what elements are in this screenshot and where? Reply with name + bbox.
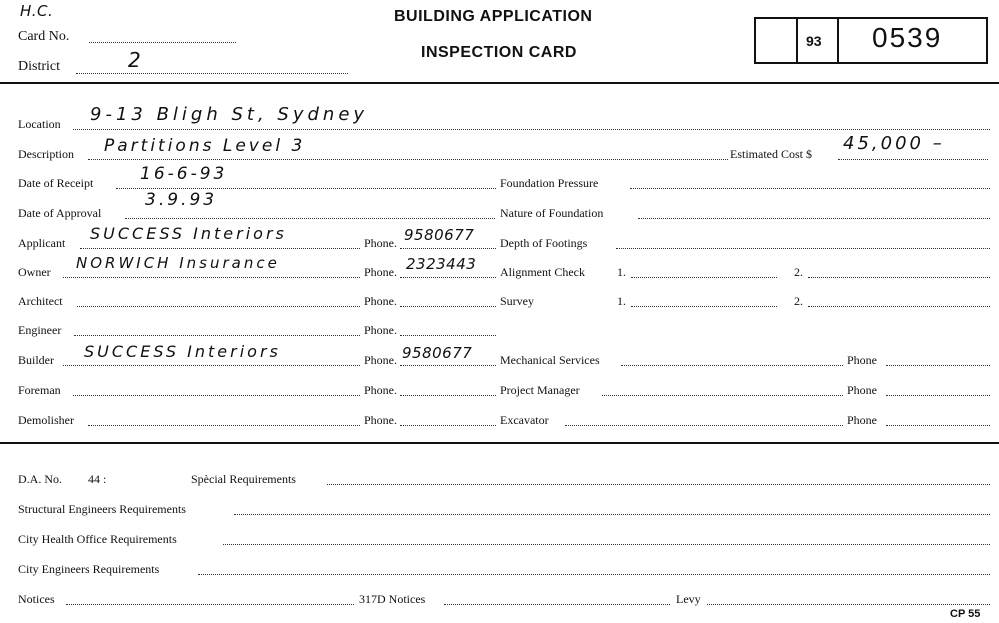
applicant-phone-field[interactable] bbox=[400, 248, 496, 249]
da-no-label: D.A. No. bbox=[18, 472, 62, 486]
notices-317d-label: 317D Notices bbox=[359, 592, 426, 606]
builder-label: Builder bbox=[18, 353, 54, 367]
description-label: Description bbox=[18, 147, 74, 161]
foreman-label: Foreman bbox=[18, 383, 61, 397]
project-manager-phone-field[interactable] bbox=[886, 395, 990, 396]
description-field[interactable] bbox=[88, 159, 728, 160]
builder-phone-value: 9580677 bbox=[402, 344, 473, 362]
special-requirements-label: Spècial Requirements bbox=[191, 472, 296, 486]
estimated-cost-field[interactable] bbox=[838, 159, 988, 160]
district-label: District bbox=[18, 59, 60, 74]
mechanical-services-phone-label: Phone bbox=[847, 353, 877, 367]
survey-2-field[interactable] bbox=[808, 306, 990, 307]
engineer-field[interactable] bbox=[74, 335, 360, 336]
levy-label: Levy bbox=[676, 592, 701, 606]
date-of-approval-field[interactable] bbox=[125, 218, 495, 219]
city-health-office-field[interactable] bbox=[223, 544, 990, 545]
owner-label: Owner bbox=[18, 265, 51, 279]
engineer-phone-label: Phone. bbox=[364, 323, 397, 337]
survey-2-label: 2. bbox=[794, 294, 803, 308]
survey-label: Survey bbox=[500, 294, 534, 308]
district-field[interactable] bbox=[76, 73, 348, 74]
card-year: 93 bbox=[806, 33, 822, 49]
card-no-label: Card No. bbox=[18, 29, 70, 44]
applicant-phone-label: Phone. bbox=[364, 236, 397, 250]
date-of-receipt-value: 16-6-93 bbox=[140, 164, 228, 184]
excavator-phone-field[interactable] bbox=[886, 425, 990, 426]
form-title-line2: INSPECTION CARD bbox=[421, 44, 577, 61]
excavator-label: Excavator bbox=[500, 413, 549, 427]
owner-phone-label: Phone. bbox=[364, 265, 397, 279]
form-title-line1: BUILDING APPLICATION bbox=[394, 8, 593, 25]
foreman-phone-field[interactable] bbox=[400, 395, 496, 396]
structural-engineers-label: Structural Engineers Requirements bbox=[18, 502, 186, 516]
demolisher-field[interactable] bbox=[88, 425, 360, 426]
alignment-check-2-field[interactable] bbox=[808, 277, 990, 278]
date-of-receipt-field[interactable] bbox=[116, 188, 496, 189]
engineer-label: Engineer bbox=[18, 323, 62, 337]
city-engineers-label: City Engineers Requirements bbox=[18, 562, 160, 576]
foundation-pressure-label: Foundation Pressure bbox=[500, 176, 599, 190]
mechanical-services-phone-field[interactable] bbox=[886, 365, 990, 366]
architect-phone-label: Phone. bbox=[364, 294, 397, 308]
form-code: CP 55 bbox=[950, 608, 981, 620]
builder-field[interactable] bbox=[63, 365, 360, 366]
mechanical-services-field[interactable] bbox=[621, 365, 843, 366]
header-divider bbox=[0, 82, 999, 84]
architect-label: Architect bbox=[18, 294, 63, 308]
applicant-value: SUCCESS Interiors bbox=[90, 224, 287, 243]
architect-field[interactable] bbox=[77, 306, 360, 307]
project-manager-field[interactable] bbox=[602, 395, 843, 396]
demolisher-label: Demolisher bbox=[18, 413, 74, 427]
location-value: 9-13 Bligh St, Sydney bbox=[90, 104, 369, 125]
foreman-field[interactable] bbox=[73, 395, 360, 396]
architect-phone-field[interactable] bbox=[400, 306, 496, 307]
mechanical-services-label: Mechanical Services bbox=[500, 353, 600, 367]
depth-of-footings-field[interactable] bbox=[616, 248, 990, 249]
nature-of-foundation-label: Nature of Foundation bbox=[500, 206, 604, 220]
applicant-field[interactable] bbox=[80, 248, 360, 249]
alignment-check-label: Alignment Check bbox=[500, 265, 585, 279]
location-label: Location bbox=[18, 117, 61, 131]
excavator-field[interactable] bbox=[565, 425, 843, 426]
levy-field[interactable] bbox=[707, 604, 990, 605]
alignment-check-2-label: 2. bbox=[794, 265, 803, 279]
engineer-phone-field[interactable] bbox=[400, 335, 496, 336]
city-health-office-label: City Health Office Requirements bbox=[18, 532, 177, 546]
survey-1-label: 1. bbox=[617, 294, 626, 308]
estimated-cost-value: 45,000 – bbox=[843, 133, 945, 154]
owner-phone-value: 2323443 bbox=[406, 255, 477, 273]
owner-field[interactable] bbox=[63, 277, 360, 278]
structural-engineers-field[interactable] bbox=[234, 514, 990, 515]
alignment-check-1-field[interactable] bbox=[631, 277, 777, 278]
applicant-label: Applicant bbox=[18, 236, 66, 250]
date-of-approval-value: 3.9.93 bbox=[145, 190, 218, 210]
alignment-check-1-label: 1. bbox=[617, 265, 626, 279]
description-value: Partitions Level 3 bbox=[104, 136, 306, 156]
notices-field[interactable] bbox=[66, 604, 354, 605]
card-number: 0539 bbox=[872, 22, 943, 53]
notices-label: Notices bbox=[18, 592, 55, 606]
card-number-box bbox=[754, 17, 988, 64]
project-manager-phone-label: Phone bbox=[847, 383, 877, 397]
date-of-approval-label: Date of Approval bbox=[18, 206, 102, 220]
da-no-value: 44 : bbox=[88, 472, 107, 486]
location-field[interactable] bbox=[73, 129, 990, 130]
nature-of-foundation-field[interactable] bbox=[638, 218, 990, 219]
demolisher-phone-label: Phone. bbox=[364, 413, 397, 427]
card-no-field[interactable] bbox=[89, 42, 236, 43]
city-engineers-field[interactable] bbox=[198, 574, 990, 575]
applicant-phone-value: 9580677 bbox=[404, 226, 475, 244]
notices-317d-field[interactable] bbox=[444, 604, 670, 605]
district-value: 2 bbox=[128, 48, 144, 72]
builder-phone-field[interactable] bbox=[400, 365, 496, 366]
estimated-cost-label: Estimated Cost $ bbox=[730, 147, 812, 161]
foundation-pressure-field[interactable] bbox=[630, 188, 990, 189]
depth-of-footings-label: Depth of Footings bbox=[500, 236, 588, 250]
date-of-receipt-label: Date of Receipt bbox=[18, 176, 94, 190]
owner-phone-field[interactable] bbox=[400, 277, 496, 278]
owner-value: NORWICH Insurance bbox=[76, 254, 280, 272]
section-divider bbox=[0, 442, 999, 444]
builder-value: SUCCESS Interiors bbox=[84, 342, 281, 361]
demolisher-phone-field[interactable] bbox=[400, 425, 496, 426]
excavator-phone-label: Phone bbox=[847, 413, 877, 427]
project-manager-label: Project Manager bbox=[500, 383, 580, 397]
hc-note: H.C. bbox=[20, 2, 54, 20]
survey-1-field[interactable] bbox=[631, 306, 777, 307]
builder-phone-label: Phone. bbox=[364, 353, 397, 367]
special-requirements-field[interactable] bbox=[327, 484, 990, 485]
foreman-phone-label: Phone. bbox=[364, 383, 397, 397]
